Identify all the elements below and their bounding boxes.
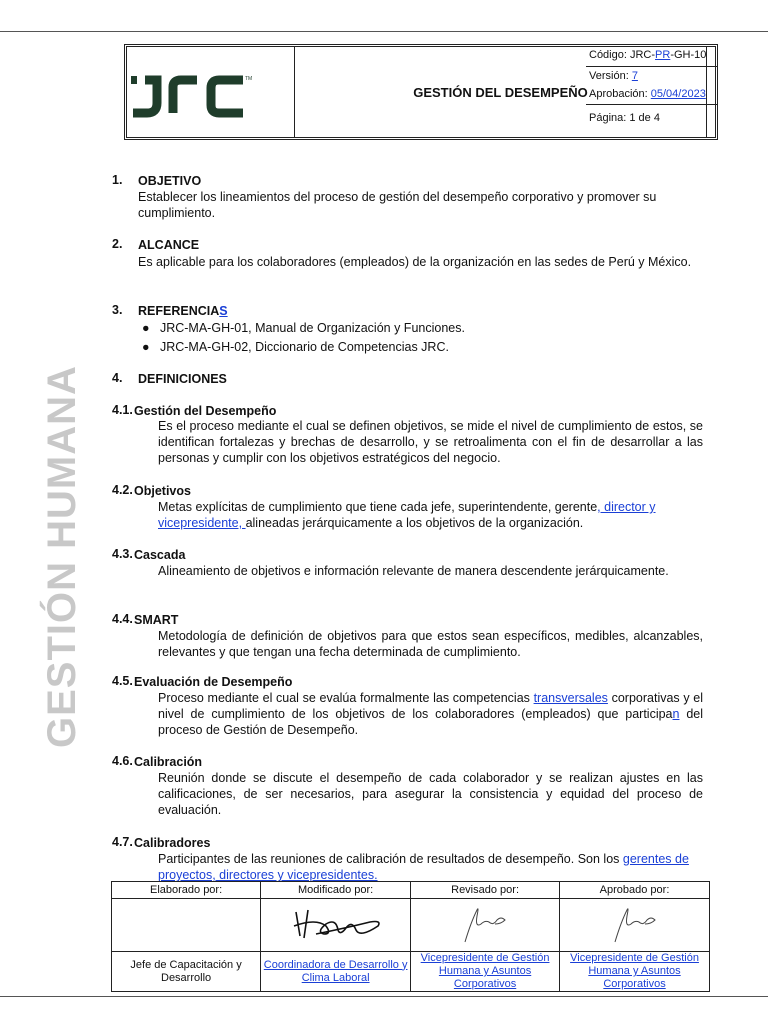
def-3-title: Cascada [134,548,186,562]
document-info [586,47,718,137]
def-6-text: Reunión donde se discute el desempeño de cada colaborador y se realizan ajustes en las calificaciones, de ser necesarios, para asegurar la consistencia y equidad del proceso de evaluación. [158,771,703,817]
codigo-link[interactable]: PR [655,49,671,61]
list-item: ● JRC-MA-GH-02, Diccionario de Competencias JRC. [142,340,449,354]
signature-empty [112,899,261,952]
def-1-number: 4.1. [112,403,133,417]
def-5-title: Evaluación de Desempeño [134,675,293,689]
def-7-number: 4.7. [112,835,133,849]
def-5-text: Proceso mediante el cual se evalúa formalmente las competencias transversales corporativas y el nivel de cumplimiento de los objetivos de los colaboradores (empleados) que participan del proceso de Gestión de Desempeño. [158,691,704,737]
def-5-link-transversales[interactable]: transversales [533,691,608,705]
codigo-row: Código: JRC-PR-GH-10 [586,47,718,67]
section-3-title: REFERENCIAS [138,304,228,318]
header-elaborado: Elaborado por: [112,882,261,899]
def-4-text: Metodología de definición de objetivos para que estos sean específicos, medibles, alcanzables, relevantes y que tengan una fecha determinada de cumplimiento. [158,629,703,659]
def-2-number: 4.2. [112,483,133,497]
bottom-rule [0,996,768,997]
header-modificado: Modificado por: [261,882,411,899]
role-elaborado: Jefe de Capacitación y Desarrollo [112,952,261,992]
def-4-number: 4.4. [112,612,133,626]
def-7-text: Participantes de las reuniones de calibración de resultados de desempeño. Son los gerentes de proyectos, directores y vicepresidentes. [158,852,689,882]
def-3-text: Alineamiento de objetivos e información relevante de manera descendente jerárquicamente. [158,564,669,578]
role-aprobado: Vicepresidente de Gestión Humana y Asuntos Corporativos [560,952,710,992]
role-modificado: Coordinadora de Desarrollo y Clima Laboral [261,952,411,992]
def-7-link[interactable]: gerentes de proyectos, directores y vicepresidentes. [158,852,689,882]
section-2-title: ALCANCE [138,238,200,252]
def-3-number: 4.3. [112,547,133,561]
role-revisado: Vicepresidente de Gestión Humana y Asuntos Corporativos [411,952,560,992]
pagina-row: Página: 1 de 4 [589,112,660,124]
side-department-label: GESTIÓN HUMANA [40,365,84,748]
handwritten-signature-icon [286,904,386,944]
def-6-number: 4.6. [112,754,133,768]
handwritten-signature-icon [585,902,685,946]
def-5-link-n[interactable]: n [672,707,680,721]
def-1-title: Gestión del Desempeño [134,404,277,418]
def-7-title: Calibradores [134,836,211,850]
section-2-number: 2. [112,237,123,251]
signature-revisado [411,899,560,952]
document-header [124,44,718,140]
header-aprobado: Aprobado por: [560,882,710,899]
aprobacion-link[interactable]: 05/04/2023 [650,88,706,100]
def-1-text: Es el proceso mediante el cual se definen objetivos, se mide el nivel de cumplimiento de estos, se identifican fortalezas y brechas de desarrollo, y se retroalimenta con el fin de desarrollar a las personas y cumplir con los objetivos estratégicos del negocio. [158,419,703,465]
header-revisado: Revisado por: [411,882,560,899]
handwritten-signature-icon [435,902,535,946]
top-rule [0,31,768,32]
aprobacion-row: Aprobación: 05/04/2023 [586,84,718,105]
section-1-text: Establecer los lineamientos del proceso de gestión del desempeño corporativo y promover su cumplimiento. [138,190,657,220]
def-2-title: Objetivos [134,484,191,498]
reference-list [142,320,465,355]
section-2-text: Es aplicable para los colaboradores (empleados) de la organización en las sedes de Perú y México. [138,255,692,269]
def-4-title: SMART [134,613,179,627]
section-1-title: OBJETIVO [138,174,202,188]
section-1-number: 1. [112,173,123,187]
def-2-text: Metas explícitas de cumplimiento que tiene cada jefe, superintendente, gerente, director y vicepresidente, alineadas jerárquicamente a los objetivos de la organización. [158,500,656,530]
def-5-number: 4.5. [112,674,133,688]
version-link[interactable]: 7 [631,70,638,82]
document-title: GESTIÓN DEL DESEMPEÑO [295,47,707,137]
signature-table [111,881,710,992]
signature-aprobado [560,899,710,952]
version-row: Versión: 7 [589,70,638,82]
def-2-link[interactable]: , director y vicepresidente, [158,500,656,530]
section-3-number: 3. [112,303,123,317]
section-4-title: DEFINICIONES [138,372,227,386]
def-6-title: Calibración [134,755,203,769]
section-3-title-link[interactable]: S [219,304,228,318]
signature-modificado [261,899,411,952]
list-item: ● JRC-MA-GH-01, Manual de Organización y Funciones. [142,321,465,335]
section-4-number: 4. [112,371,123,385]
logo-cell [127,47,295,137]
svg-text:TM: TM [245,76,253,82]
jrc-logo [127,47,295,137]
